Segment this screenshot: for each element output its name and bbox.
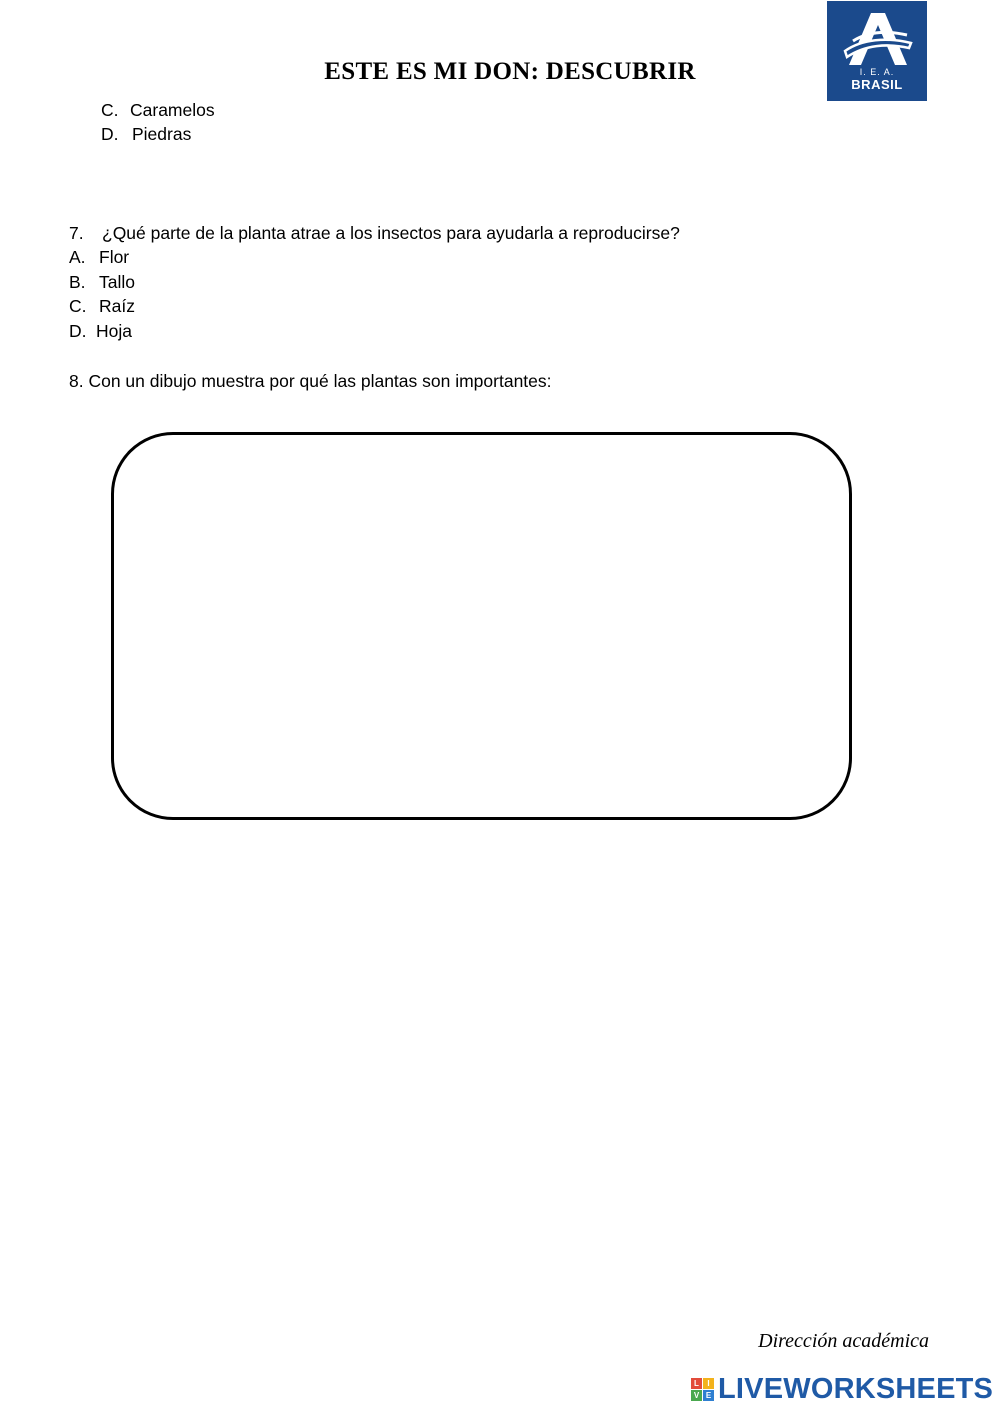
- question-text: ¿Qué parte de la planta atrae a los insectos para ayudarla a reproducirse?: [102, 223, 680, 243]
- option-row: [69, 245, 129, 269]
- option-text: Caramelos: [130, 100, 215, 120]
- option-text: Piedras: [132, 124, 192, 144]
- option-letter: C.: [101, 100, 119, 120]
- signature-text: Dirección académica: [758, 1330, 929, 1352]
- option-text: Hoja: [96, 321, 132, 341]
- option-row: [69, 319, 132, 343]
- option-letter: B.: [69, 272, 86, 292]
- option-row: [101, 98, 215, 122]
- drawing-area[interactable]: [111, 432, 852, 820]
- question-7: [69, 221, 680, 245]
- option-letter: C.: [69, 296, 87, 316]
- option-row: [69, 270, 135, 294]
- option-text: Flor: [99, 247, 130, 267]
- liveworksheets-watermark: [690, 1373, 994, 1407]
- option-text: Tallo: [99, 272, 135, 292]
- school-logo: [827, 1, 927, 101]
- option-row: [69, 294, 135, 318]
- option-row: [101, 122, 191, 146]
- question-number: 7.: [69, 223, 84, 243]
- option-letter: D.: [101, 124, 119, 144]
- watermark-text: LIVEWORKSHEETS: [718, 1373, 994, 1405]
- liveworksheets-logo-icon: L I V E: [691, 1378, 715, 1402]
- option-letter: D.: [69, 321, 87, 341]
- logo-subtitle: I. E. A.: [859, 67, 895, 77]
- option-letter: A.: [69, 247, 86, 267]
- page-title: ESTE ES MI DON: DESCUBRIR: [324, 58, 696, 85]
- logo-name: BRASIL: [851, 77, 903, 92]
- question-8: 8. Con un dibujo muestra por qué las plantas son importantes:: [69, 371, 552, 391]
- option-text: Raíz: [99, 296, 135, 316]
